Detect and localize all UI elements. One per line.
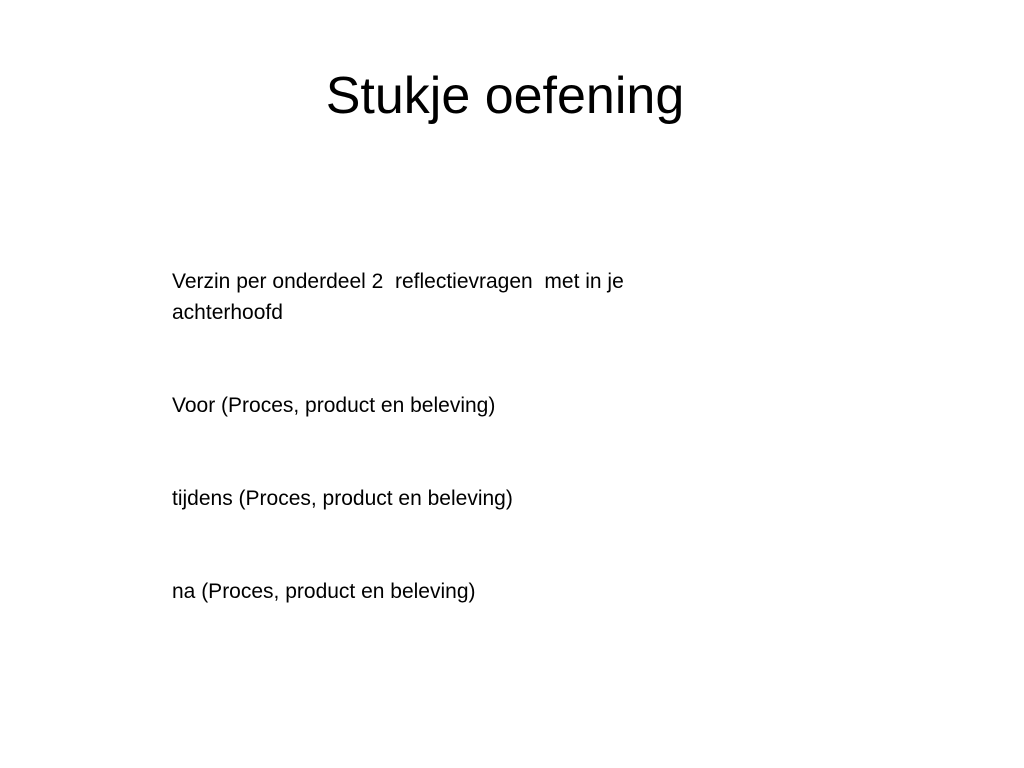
- slide-body: [172, 204, 712, 669]
- body-line-na: na (Proces, product en beleving): [172, 580, 476, 603]
- slide-title: Stukje oefening: [325, 67, 685, 125]
- body-line-voor: Voor (Proces, product en beleving): [172, 394, 496, 417]
- body-line-tijdens: tijdens (Proces, product en beleving): [172, 487, 513, 510]
- body-line-instruction: Verzin per onderdeel 2 reflectievragen met in je achterhoofd: [172, 270, 630, 324]
